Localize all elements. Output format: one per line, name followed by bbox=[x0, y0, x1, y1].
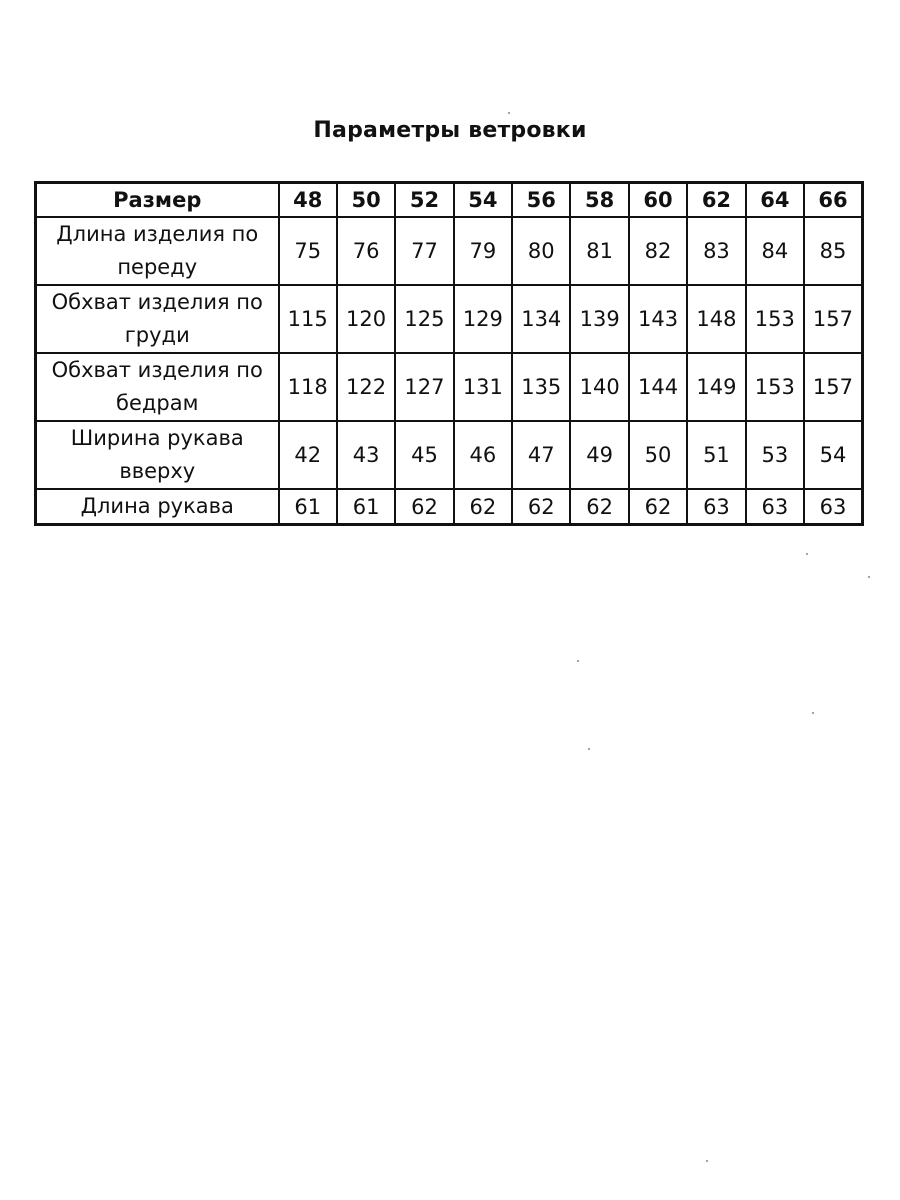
scan-speck bbox=[812, 712, 814, 714]
size-header: 52 bbox=[395, 183, 453, 218]
table-cell: 118 bbox=[279, 353, 337, 421]
table-cell: 45 bbox=[395, 421, 453, 489]
row-label bbox=[36, 421, 279, 489]
row-label-line1: Ширина рукава bbox=[70, 426, 244, 450]
header-row bbox=[36, 183, 863, 218]
size-header: 56 bbox=[512, 183, 570, 218]
table-cell: 129 bbox=[454, 285, 512, 353]
size-chart-table bbox=[34, 181, 864, 526]
row-label-line2: вверху bbox=[119, 459, 196, 483]
table-cell: 135 bbox=[512, 353, 570, 421]
scan-speck bbox=[806, 553, 808, 555]
table-cell: 157 bbox=[804, 285, 862, 353]
table-cell: 134 bbox=[512, 285, 570, 353]
table-cell: 115 bbox=[279, 285, 337, 353]
row-label-line1: Длина изделия по bbox=[56, 222, 259, 246]
table-cell: 122 bbox=[337, 353, 395, 421]
table-cell: 131 bbox=[454, 353, 512, 421]
row-label-line1: Обхват изделия по bbox=[51, 290, 263, 314]
table-cell: 49 bbox=[570, 421, 628, 489]
table-row bbox=[36, 285, 863, 353]
table-cell: 77 bbox=[395, 217, 453, 285]
table-cell: 61 bbox=[279, 489, 337, 525]
table-cell: 53 bbox=[746, 421, 804, 489]
row-label: Длина рукава bbox=[36, 489, 279, 525]
table-cell: 83 bbox=[687, 217, 745, 285]
table-cell: 84 bbox=[746, 217, 804, 285]
table-cell: 85 bbox=[804, 217, 862, 285]
row-label bbox=[36, 285, 279, 353]
row-label-line2: бедрам bbox=[116, 391, 199, 415]
table-cell: 62 bbox=[512, 489, 570, 525]
table-cell: 61 bbox=[337, 489, 395, 525]
table-cell: 140 bbox=[570, 353, 628, 421]
table-cell: 81 bbox=[570, 217, 628, 285]
table-row bbox=[36, 421, 863, 489]
table-cell: 62 bbox=[570, 489, 628, 525]
header-label: Размер bbox=[36, 183, 279, 218]
size-header: 48 bbox=[279, 183, 337, 218]
table-cell: 125 bbox=[395, 285, 453, 353]
size-header: 54 bbox=[454, 183, 512, 218]
table-cell: 51 bbox=[687, 421, 745, 489]
table-row bbox=[36, 353, 863, 421]
table-cell: 63 bbox=[804, 489, 862, 525]
size-header: 60 bbox=[629, 183, 687, 218]
table-cell: 139 bbox=[570, 285, 628, 353]
table-cell: 82 bbox=[629, 217, 687, 285]
table-cell: 120 bbox=[337, 285, 395, 353]
size-header: 66 bbox=[804, 183, 862, 218]
table-cell: 157 bbox=[804, 353, 862, 421]
size-header: 50 bbox=[337, 183, 395, 218]
table-row bbox=[36, 489, 863, 525]
table-cell: 63 bbox=[687, 489, 745, 525]
scan-speck bbox=[588, 748, 590, 750]
table-cell: 47 bbox=[512, 421, 570, 489]
scan-speck bbox=[508, 112, 510, 114]
table-cell: 149 bbox=[687, 353, 745, 421]
scan-speck bbox=[577, 660, 579, 662]
table-cell: 50 bbox=[629, 421, 687, 489]
table-cell: 76 bbox=[337, 217, 395, 285]
table-cell: 80 bbox=[512, 217, 570, 285]
table-cell: 62 bbox=[629, 489, 687, 525]
table-cell: 127 bbox=[395, 353, 453, 421]
size-header: 62 bbox=[687, 183, 745, 218]
size-header: 58 bbox=[570, 183, 628, 218]
table-cell: 148 bbox=[687, 285, 745, 353]
page-title: Параметры ветровки bbox=[313, 118, 587, 143]
table-cell: 144 bbox=[629, 353, 687, 421]
row-label-line2: переду bbox=[117, 255, 198, 279]
table-cell: 43 bbox=[337, 421, 395, 489]
scan-speck bbox=[868, 576, 870, 578]
table-cell: 42 bbox=[279, 421, 337, 489]
table-cell: 143 bbox=[629, 285, 687, 353]
table-cell: 62 bbox=[395, 489, 453, 525]
size-header: 64 bbox=[746, 183, 804, 218]
table-cell: 54 bbox=[804, 421, 862, 489]
table-cell: 62 bbox=[454, 489, 512, 525]
table-cell: 153 bbox=[746, 285, 804, 353]
row-label-line2: груди bbox=[124, 323, 190, 347]
table-row bbox=[36, 217, 863, 285]
table-cell: 75 bbox=[279, 217, 337, 285]
scan-speck bbox=[706, 1160, 708, 1162]
table-cell: 46 bbox=[454, 421, 512, 489]
table-cell: 79 bbox=[454, 217, 512, 285]
table-cell: 153 bbox=[746, 353, 804, 421]
table-cell: 63 bbox=[746, 489, 804, 525]
row-label-line1: Обхват изделия по bbox=[51, 358, 263, 382]
row-label bbox=[36, 217, 279, 285]
row-label bbox=[36, 353, 279, 421]
